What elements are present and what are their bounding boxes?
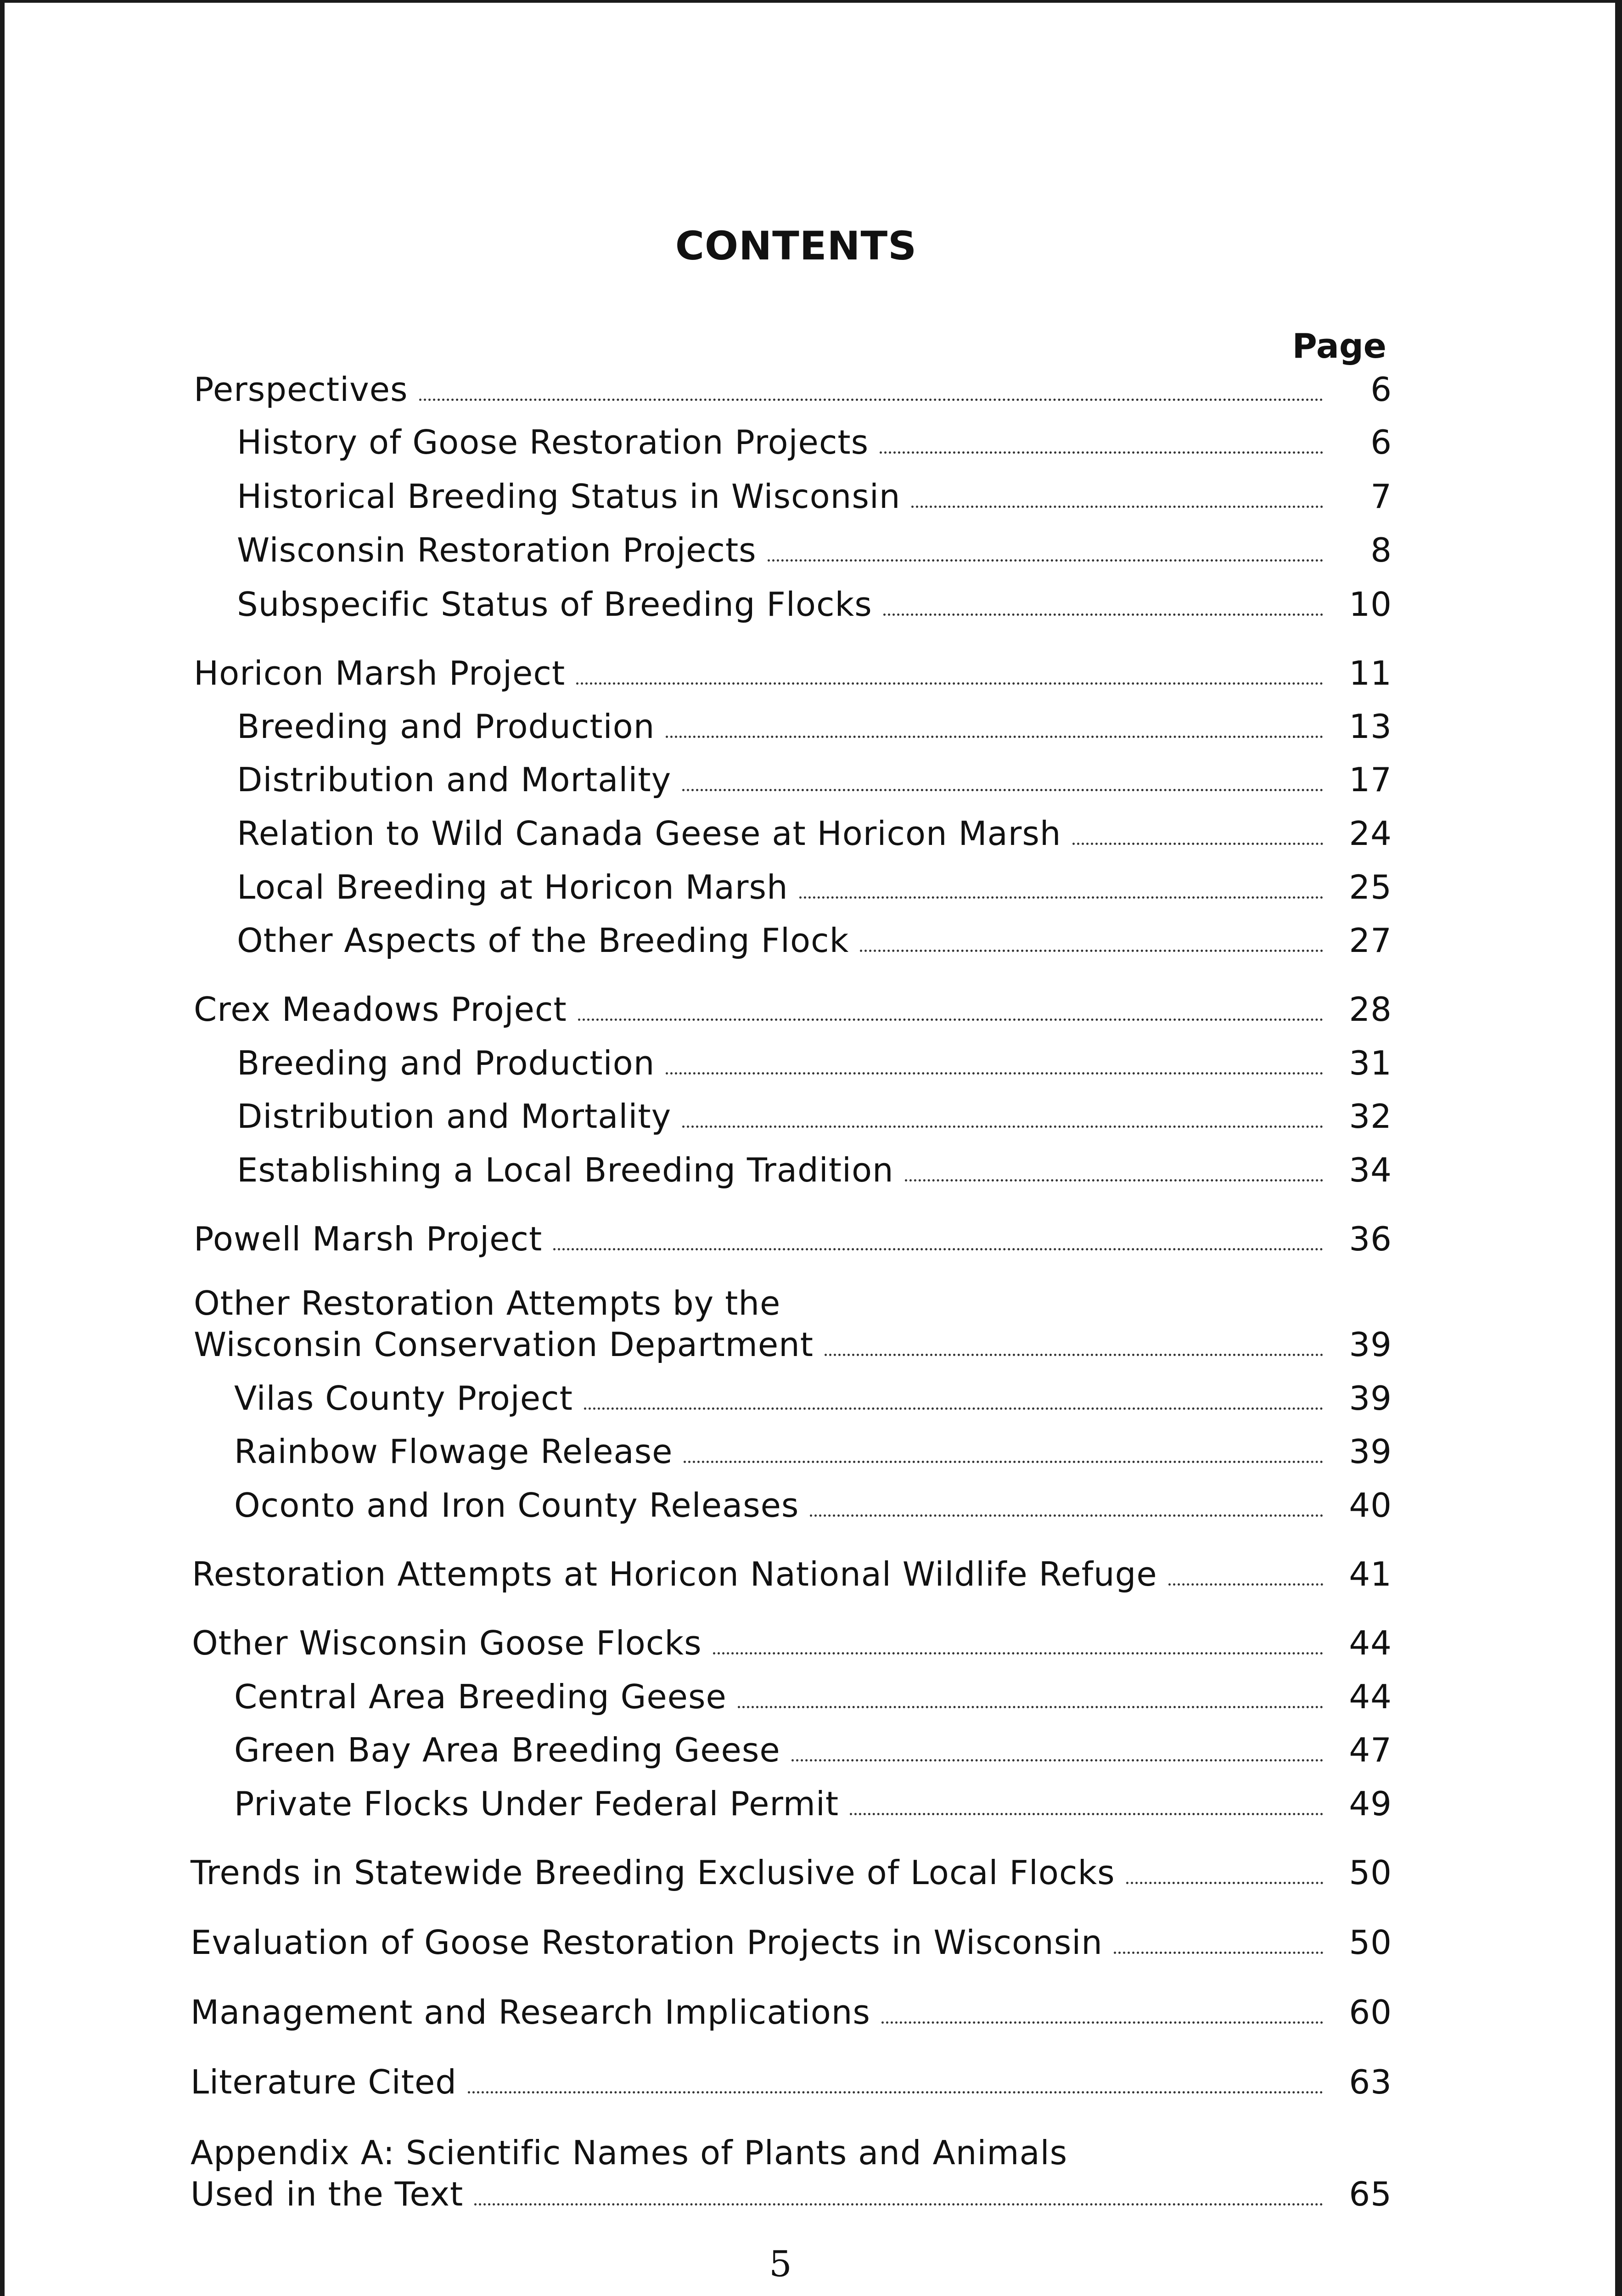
dot-leader [1114, 1951, 1323, 1954]
dot-leader [553, 1248, 1323, 1250]
toc-entry-horicon-breeding-production [237, 707, 1392, 753]
toc-entry-establishing-local-tradition [237, 1151, 1392, 1197]
toc-entry-title: Restoration Attempts at Horicon National Wildlife Refuge [192, 1555, 1157, 1593]
toc-entry-title: Rainbow Flowage Release [234, 1432, 673, 1471]
dot-leader [576, 682, 1323, 685]
dot-leader [682, 788, 1323, 791]
toc-entry-page: 31 [1349, 1044, 1392, 1082]
dot-leader [883, 613, 1323, 616]
toc-entry-history-of-goose-restoration [237, 423, 1392, 469]
dot-leader [825, 1353, 1323, 1356]
toc-entry-other-wisconsin-flocks [192, 1624, 1392, 1670]
toc-entry-title: Other Wisconsin Goose Flocks [192, 1624, 702, 1662]
toc-entry-relation-wild-canada-geese [237, 814, 1392, 860]
toc-entry-title: Literature Cited [191, 2063, 457, 2101]
toc-entry-page: 39 [1349, 1432, 1392, 1471]
dot-leader [713, 1652, 1323, 1654]
toc-entry-page: 39 [1349, 1325, 1392, 1364]
toc-entry-rainbow-flowage [234, 1432, 1392, 1478]
dot-leader [1072, 842, 1323, 845]
page-column-label: Page [1292, 326, 1386, 366]
toc-entry-title: Relation to Wild Canada Geese at Horicon Marsh [237, 814, 1061, 853]
toc-entry-title: Private Flocks Under Federal Permit [234, 1784, 839, 1823]
toc-entry-title: Local Breeding at Horicon Marsh [237, 868, 788, 906]
toc-entry-title: Powell Marsh Project [194, 1220, 543, 1258]
toc-entry-page: 6 [1370, 423, 1392, 461]
toc-entry-page: 65 [1349, 2175, 1392, 2213]
toc-entry-title: Distribution and Mortality [237, 760, 672, 799]
contents-title: CONTENTS [675, 223, 917, 269]
toc-entry-title: Historical Breeding Status in Wisconsin [237, 477, 901, 516]
toc-entry-title: Management and Research Implications [191, 1993, 870, 2032]
dot-leader [684, 1460, 1323, 1463]
toc-entry-page: 50 [1349, 1923, 1392, 1962]
toc-entry-title: Green Bay Area Breeding Geese [234, 1731, 780, 1769]
dot-leader [905, 1179, 1323, 1182]
toc-entry-title: Wisconsin Restoration Projects [237, 531, 757, 569]
toc-entry-historical-breeding-status [237, 477, 1392, 523]
toc-entry-title: Establishing a Local Breeding Tradition [237, 1151, 894, 1189]
toc-entry-powell-marsh-project [194, 1220, 1392, 1266]
dot-leader [468, 2091, 1323, 2093]
toc-entry-title: Wisconsin Conservation Department [194, 1325, 814, 1364]
toc-entry-vilas-county [234, 1379, 1392, 1425]
toc-entry-crex-meadows-project [194, 990, 1392, 1036]
toc-entry-title: Trends in Statewide Breeding Exclusive of Local Flocks [191, 1853, 1115, 1892]
dot-leader [666, 1072, 1323, 1075]
dot-leader [850, 1812, 1323, 1815]
toc-entry-green-bay-geese [234, 1731, 1392, 1777]
toc-entry-evaluation [191, 1923, 1392, 1969]
toc-entry-page: 63 [1349, 2063, 1392, 2101]
dot-leader [738, 1705, 1323, 1708]
toc-entry-page: 6 [1370, 370, 1392, 409]
toc-entry-title: Subspecific Status of Breeding Flocks [237, 585, 872, 624]
toc-entry-page: 47 [1349, 1731, 1392, 1769]
toc-entry-crex-breeding-production [237, 1044, 1392, 1090]
toc-entry-title: Perspectives [194, 370, 408, 409]
page-number: 5 [769, 2244, 792, 2285]
dot-leader [860, 949, 1323, 952]
dot-leader [474, 2203, 1323, 2206]
dot-leader [1126, 1881, 1323, 1884]
toc-entry-title: Other Aspects of the Breeding Flock [237, 921, 849, 960]
toc-entry-private-flocks [234, 1784, 1392, 1830]
toc-entry-title: History of Goose Restoration Projects [237, 423, 869, 461]
toc-entry-title: Used in the Text [191, 2175, 464, 2213]
dot-leader [799, 896, 1323, 899]
toc-entry-page: 60 [1349, 1993, 1392, 2032]
toc-entry-title: Distribution and Mortality [237, 1097, 672, 1136]
toc-entry-page: 13 [1349, 707, 1392, 746]
dot-leader [584, 1407, 1323, 1410]
toc-entry-page: 25 [1349, 868, 1392, 906]
dot-leader [1168, 1583, 1323, 1586]
toc-entry-title: Horicon Marsh Project [194, 654, 566, 692]
dot-leader [768, 559, 1323, 562]
toc-entry-page: 7 [1370, 477, 1392, 516]
toc-entry-management-research [191, 1993, 1392, 2039]
toc-entry-horicon-distribution-mortality [237, 760, 1392, 806]
toc-entry-central-area-geese [234, 1677, 1392, 1723]
table-of-contents [5, 3, 1615, 2296]
toc-entry-page: 40 [1349, 1486, 1392, 1525]
dot-leader [578, 1018, 1323, 1021]
toc-entry-page: 36 [1349, 1220, 1392, 1258]
toc-entry-page: 34 [1349, 1151, 1392, 1189]
toc-entry-page: 44 [1349, 1624, 1392, 1662]
toc-entry-page: 50 [1349, 1853, 1392, 1892]
toc-entry-title: Vilas County Project [234, 1379, 573, 1418]
toc-entry-other-aspects-breeding-flock [237, 921, 1392, 967]
toc-entry-wisconsin-restoration-projects [237, 531, 1392, 577]
toc-entry-page: 8 [1370, 531, 1392, 569]
toc-entry-trends-statewide [191, 1853, 1392, 1899]
toc-entry-title: Oconto and Iron County Releases [234, 1486, 799, 1525]
toc-entry-page: 32 [1349, 1097, 1392, 1136]
toc-entry-page: 49 [1349, 1784, 1392, 1823]
toc-entry-page: 10 [1349, 585, 1392, 624]
toc-entry-crex-distribution-mortality [237, 1097, 1392, 1143]
toc-entry-other-restoration-attempts [194, 1325, 1392, 1371]
toc-entry-oconto-iron-county [234, 1486, 1392, 1532]
toc-entry-page: 11 [1349, 654, 1392, 692]
toc-entry-other-restoration-line1: Other Restoration Attempts by the [194, 1284, 781, 1322]
toc-entry-local-breeding-horicon [237, 868, 1392, 914]
toc-entry-horicon-marsh-project [194, 654, 1392, 700]
toc-entry-title: Evaluation of Goose Restoration Projects in Wisconsin [191, 1923, 1103, 1962]
toc-entry-title: Breeding and Production [237, 1044, 655, 1082]
dot-leader [810, 1514, 1323, 1517]
toc-entry-page: 44 [1349, 1677, 1392, 1716]
dot-leader [911, 505, 1323, 508]
toc-entry-appendix-line1: Appendix A: Scientific Names of Plants and Animals [191, 2133, 1068, 2172]
document-page [5, 3, 1615, 2296]
toc-entry-literature-cited [191, 2063, 1392, 2109]
dot-leader [880, 451, 1323, 454]
toc-entry-page: 24 [1349, 814, 1392, 853]
toc-entry-appendix-a [191, 2175, 1392, 2221]
dot-leader [419, 398, 1324, 401]
toc-entry-title: Central Area Breeding Geese [234, 1677, 727, 1716]
toc-entry-page: 27 [1349, 921, 1392, 960]
toc-entry-page: 41 [1349, 1555, 1392, 1593]
toc-entry-title: Breeding and Production [237, 707, 655, 746]
toc-entry-horicon-nwr-attempts [192, 1555, 1392, 1601]
toc-entry-page: 17 [1349, 760, 1392, 799]
dot-leader [791, 1759, 1323, 1761]
dot-leader [682, 1125, 1323, 1128]
toc-entry-subspecific-status [237, 585, 1392, 631]
toc-entry-title: Crex Meadows Project [194, 990, 567, 1029]
dot-leader [881, 2021, 1323, 2024]
toc-entry-page: 39 [1349, 1379, 1392, 1418]
toc-entry-page: 28 [1349, 990, 1392, 1029]
dot-leader [666, 735, 1323, 738]
toc-entry-perspectives [194, 370, 1392, 416]
